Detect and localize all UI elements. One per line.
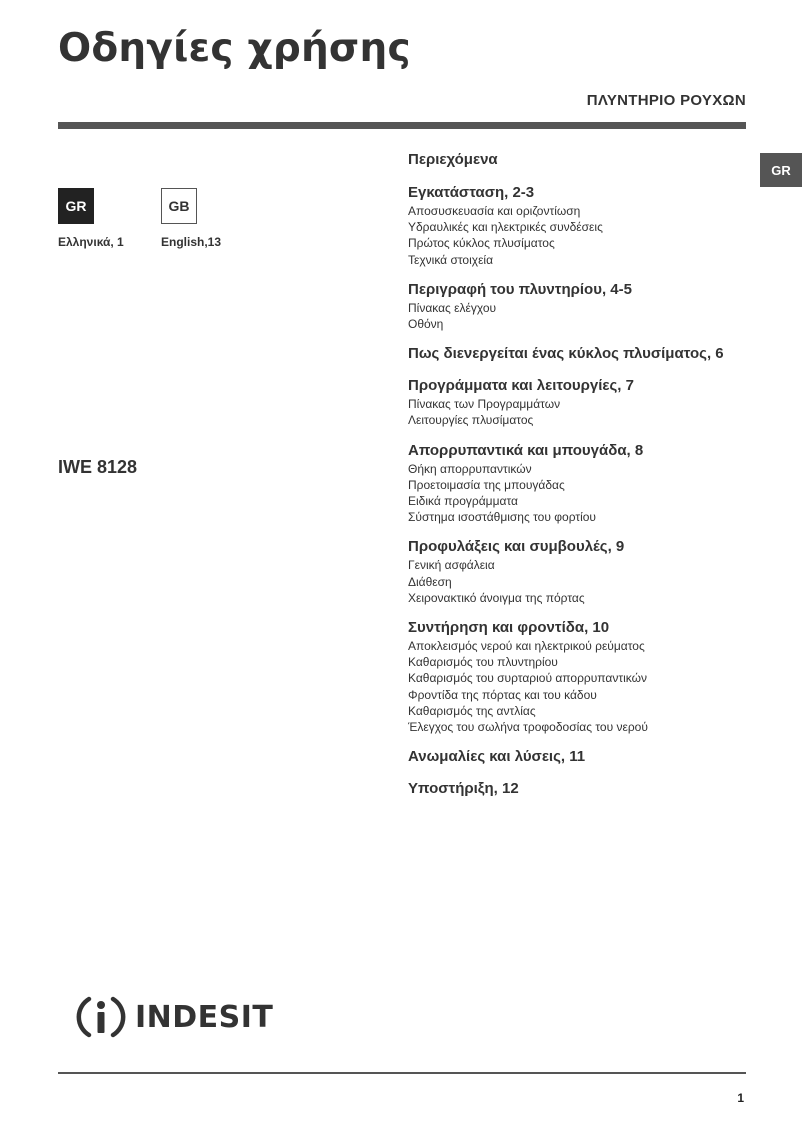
page-number: 1 bbox=[737, 1091, 744, 1105]
toc-section-item[interactable]: Αποσυσκευασία και οριζοντίωση bbox=[408, 204, 581, 218]
brand-logo bbox=[75, 992, 273, 1042]
toc-section-title[interactable]: Πως διενεργείται ένας κύκλος πλυσίματος, 6 bbox=[408, 345, 724, 363]
model-number: IWE 8128 bbox=[58, 457, 138, 477]
toc-section-item[interactable]: Πίνακας ελέγχου bbox=[408, 300, 497, 315]
table-of-contents bbox=[408, 150, 768, 811]
toc-section bbox=[408, 376, 768, 428]
footer-divider bbox=[58, 1072, 746, 1074]
toc-section bbox=[408, 618, 768, 735]
toc-section bbox=[408, 537, 768, 606]
toc-section-title[interactable]: Προγράμματα και λειτουργίες, 7 bbox=[408, 377, 634, 395]
toc-section-item[interactable]: Καθαρισμός της αντλίας bbox=[408, 703, 536, 718]
toc-section-item[interactable]: Έλεγχος του σωλήνα τροφοδοσίας του νερού bbox=[408, 720, 648, 735]
toc-section-item[interactable]: Σύστημα ισοστάθμισης του φορτίου bbox=[408, 510, 596, 525]
toc-section bbox=[408, 183, 768, 268]
toc-section bbox=[408, 779, 768, 799]
toc-section-item[interactable]: Λειτουργίες πλυσίματος bbox=[408, 413, 534, 428]
toc-section-item[interactable]: Φροντίδα της πόρτας και του κάδου bbox=[408, 687, 597, 702]
toc-section-item[interactable]: Τεχνικά στοιχεία bbox=[408, 252, 494, 267]
language-caption-gb: English,13 bbox=[161, 235, 222, 249]
toc-section bbox=[408, 441, 768, 526]
brand-name: INDESIT bbox=[135, 999, 274, 1035]
toc-section-item[interactable]: Καθαρισμός του πλυντηρίου bbox=[408, 655, 558, 670]
language-side-tab: GR bbox=[760, 153, 802, 187]
product-type: ΠΛΥΝΤΗΡΙΟ ΡΟΥΧΩΝ bbox=[586, 92, 746, 109]
toc-section-title[interactable]: Εγκατάσταση, 2-3 bbox=[408, 184, 535, 201]
toc-section-item[interactable]: Καθαρισμός του συρταριού απορρυπαντικών bbox=[408, 671, 647, 686]
toc-section bbox=[408, 747, 768, 767]
toc-sections bbox=[408, 183, 768, 799]
toc-section-item[interactable]: Ειδικά προγράμματα bbox=[408, 494, 518, 509]
toc-section-item[interactable]: Προετοιμασία της μπουγάδας bbox=[408, 477, 565, 492]
language-caption-gr: Ελληνικά, 1 bbox=[58, 235, 124, 249]
page-title: Οδηγίες χρήσης bbox=[58, 26, 411, 71]
toc-section-item[interactable]: Αποκλεισμός νερού και ηλεκτρικού ρεύματος bbox=[408, 639, 645, 654]
toc-heading: Περιεχόμενα bbox=[408, 151, 498, 168]
toc-section bbox=[408, 280, 768, 332]
header-divider bbox=[58, 122, 746, 129]
language-box-gb[interactable]: GB bbox=[161, 188, 197, 224]
toc-section-item[interactable]: Θήκη απορρυπαντικών bbox=[408, 461, 532, 476]
toc-section-item[interactable]: Πίνακας των Προγραμμάτων bbox=[408, 397, 561, 412]
toc-section-title[interactable]: Προφυλάξεις και συμβουλές, 9 bbox=[408, 538, 625, 556]
toc-section-item[interactable]: Χειρονακτικό άνοιγμα της πόρτας bbox=[408, 590, 585, 605]
toc-section-item[interactable]: Γενική ασφάλεια bbox=[408, 558, 495, 573]
toc-section-title[interactable]: Ανωμαλίες και λύσεις, 11 bbox=[408, 748, 586, 766]
indesit-logo-icon bbox=[75, 991, 127, 1043]
toc-section bbox=[408, 344, 768, 364]
toc-section-title[interactable]: Περιγραφή του πλυντηρίου, 4-5 bbox=[408, 280, 632, 298]
toc-section-title[interactable]: Συντήρηση και φροντίδα, 10 bbox=[408, 619, 610, 637]
toc-section-item[interactable]: Οθόνη bbox=[408, 317, 444, 332]
language-box-gr[interactable]: GR bbox=[58, 188, 94, 224]
toc-section-title[interactable]: Απορρυπαντικά και μπουγάδα, 8 bbox=[408, 441, 644, 459]
toc-section-item[interactable]: Υδραυλικές και ηλεκτρικές συνδέσεις bbox=[408, 220, 603, 235]
toc-section-title[interactable]: Υποστήριξη, 12 bbox=[408, 780, 519, 798]
toc-section-item[interactable]: Διάθεση bbox=[408, 574, 452, 589]
toc-section-item[interactable]: Πρώτος κύκλος πλυσίματος bbox=[408, 236, 555, 251]
